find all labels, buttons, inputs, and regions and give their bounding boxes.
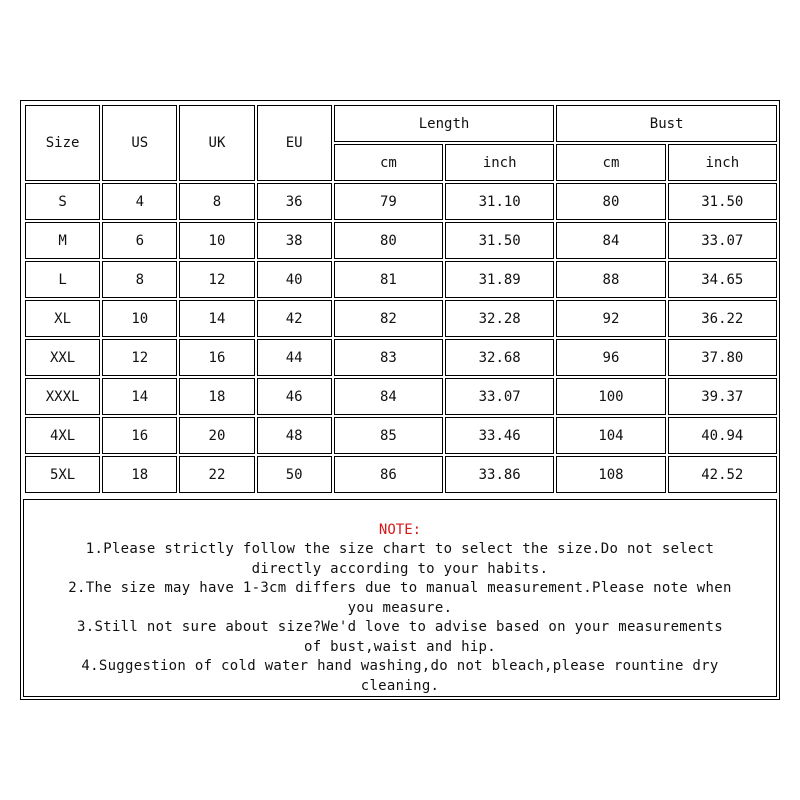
note-lines [24,540,776,696]
cell-us: 14 [102,378,177,415]
cell-us: 12 [102,339,177,376]
cell-uk: 10 [179,222,254,259]
cell-uk: 14 [179,300,254,337]
cell-length-inch: 31.50 [445,222,554,259]
cell-length-inch: 33.07 [445,378,554,415]
cell-us: 6 [102,222,177,259]
cell-eu: 42 [257,300,332,337]
cell-bust-cm: 96 [556,339,665,376]
header-length-inch: inch [445,144,554,181]
cell-length-cm: 80 [334,222,443,259]
cell-length-cm: 84 [334,378,443,415]
size-table [23,103,779,495]
header-uk: UK [179,105,254,181]
cell-uk: 18 [179,378,254,415]
cell-bust-inch: 37.80 [668,339,777,376]
cell-size: XXL [25,339,100,376]
header-bust: Bust [556,105,777,142]
cell-bust-inch: 39.37 [668,378,777,415]
cell-eu: 38 [257,222,332,259]
table-row [25,183,777,220]
cell-eu: 44 [257,339,332,376]
header-us: US [102,105,177,181]
cell-length-inch: 32.28 [445,300,554,337]
cell-us: 16 [102,417,177,454]
header-size: Size [25,105,100,181]
cell-bust-cm: 88 [556,261,665,298]
table-row [25,456,777,493]
note-line: 1.Please strictly follow the size chart to select the size.Do not select directly according to your habits. [85,541,715,577]
table-row [25,417,777,454]
table-row [25,261,777,298]
note-line: 4.Suggestion of cold water hand washing,do not bleach,please rountine dry cleaning. [81,658,719,694]
cell-bust-inch: 34.65 [668,261,777,298]
header-eu: EU [257,105,332,181]
cell-bust-inch: 31.50 [668,183,777,220]
cell-size: L [25,261,100,298]
note-line: 3.Still not sure about size?We'd love to advise based on your measurements of bust,waist and hip. [77,619,723,655]
cell-length-inch: 33.86 [445,456,554,493]
header-length-cm: cm [334,144,443,181]
cell-length-cm: 81 [334,261,443,298]
header-length: Length [334,105,555,142]
cell-bust-inch: 36.22 [668,300,777,337]
cell-bust-inch: 33.07 [668,222,777,259]
note-box [23,499,777,697]
cell-size: 5XL [25,456,100,493]
cell-us: 18 [102,456,177,493]
cell-length-inch: 32.68 [445,339,554,376]
cell-bust-cm: 84 [556,222,665,259]
cell-eu: 36 [257,183,332,220]
cell-uk: 8 [179,183,254,220]
cell-length-inch: 31.89 [445,261,554,298]
cell-bust-cm: 104 [556,417,665,454]
cell-us: 10 [102,300,177,337]
size-chart-frame [20,100,780,700]
note-line: 2.The size may have 1-3cm differs due to manual measurement.Please note when you measure. [68,580,732,616]
cell-length-inch: 33.46 [445,417,554,454]
cell-bust-cm: 108 [556,456,665,493]
cell-length-cm: 86 [334,456,443,493]
cell-length-inch: 31.10 [445,183,554,220]
cell-size: S [25,183,100,220]
cell-size: XXXL [25,378,100,415]
cell-bust-cm: 92 [556,300,665,337]
cell-length-cm: 83 [334,339,443,376]
cell-length-cm: 85 [334,417,443,454]
cell-bust-cm: 80 [556,183,665,220]
cell-eu: 48 [257,417,332,454]
cell-eu: 50 [257,456,332,493]
cell-uk: 20 [179,417,254,454]
table-row [25,300,777,337]
cell-bust-inch: 42.52 [668,456,777,493]
cell-us: 8 [102,261,177,298]
cell-bust-cm: 100 [556,378,665,415]
cell-uk: 12 [179,261,254,298]
cell-us: 4 [102,183,177,220]
cell-size: 4XL [25,417,100,454]
cell-uk: 16 [179,339,254,376]
header-bust-cm: cm [556,144,665,181]
header-row-top [25,105,777,142]
cell-eu: 40 [257,261,332,298]
cell-length-cm: 82 [334,300,443,337]
note-title: NOTE: [378,522,422,538]
table-row [25,378,777,415]
table-row [25,222,777,259]
cell-eu: 46 [257,378,332,415]
table-row [25,339,777,376]
cell-bust-inch: 40.94 [668,417,777,454]
cell-size: M [25,222,100,259]
cell-length-cm: 79 [334,183,443,220]
cell-uk: 22 [179,456,254,493]
cell-size: XL [25,300,100,337]
header-bust-inch: inch [668,144,777,181]
